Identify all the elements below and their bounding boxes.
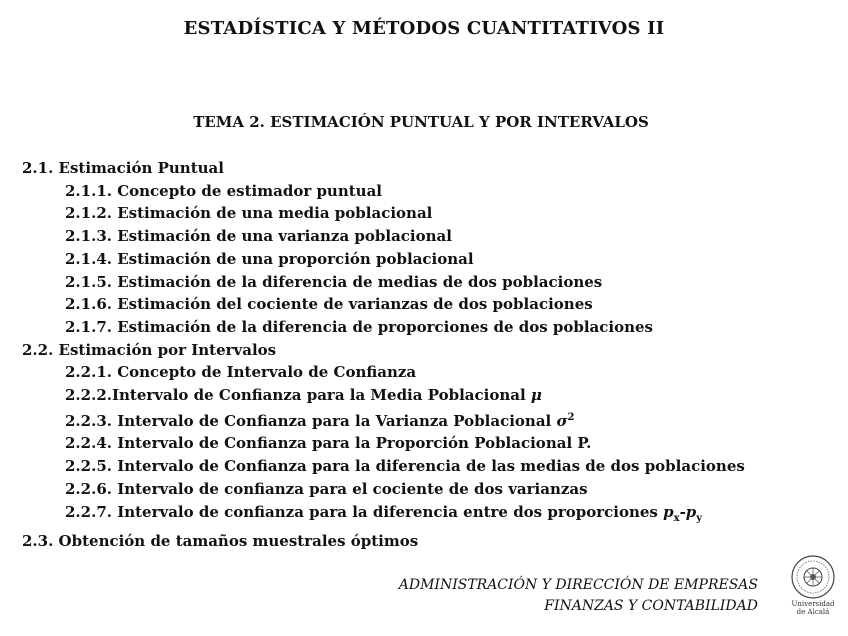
- math-symbol: μ: [530, 386, 542, 405]
- toc-item-text: 2.1.5. Estimación de la diferencia de medias de dos poblaciones: [65, 272, 603, 291]
- toc-section: [22, 530, 832, 553]
- toc-subsection: [22, 501, 832, 531]
- toc-item-text: 2.2.7. Intervalo de confianza para la diferencia entre dos proporciones: [65, 502, 664, 521]
- university-name: [786, 600, 840, 616]
- footer-degree-names: [399, 575, 758, 617]
- toc-item-text: 2.1.3. Estimación de una varianza poblacional: [65, 227, 452, 246]
- toc-item-text: 2.2. Estimación por Intervalos: [22, 340, 277, 359]
- toc-subsection: [22, 361, 832, 384]
- toc-subsection: [22, 478, 832, 501]
- toc-subsection: [22, 180, 832, 203]
- toc-item-text: 2.1.2. Estimación de una media poblacional: [65, 204, 433, 223]
- toc-section: [22, 157, 832, 180]
- university-name-line-1: Universidad: [791, 600, 835, 608]
- toc-item-text: 2.2.1. Concepto de Intervalo de Confianza: [65, 363, 417, 382]
- toc-item-text: 2.3. Obtención de tamaños muestrales óptimos: [22, 532, 419, 551]
- toc-subsection: [22, 225, 832, 248]
- university-seal-icon: [790, 554, 836, 600]
- toc-item-text: 2.1.1. Concepto de estimador puntual: [65, 181, 382, 200]
- toc-item-text: 2.1.4. Estimación de una proporción poblacional: [65, 249, 474, 268]
- toc-item-text: 2.2.6. Intervalo de confianza para el cociente de dos varianzas: [65, 479, 588, 498]
- math-subscript: x: [673, 512, 680, 524]
- toc-item-text: 2.2.2.Intervalo de Confianza para la Media Poblacional: [65, 386, 531, 405]
- page-title: ESTADÍSTICA Y MÉTODOS CUANTITATIVOS II: [183, 18, 665, 39]
- topic-title: TEMA 2. ESTIMACIÓN PUNTUAL Y POR INTERVALOS: [193, 113, 649, 131]
- toc-subsection: [22, 293, 832, 316]
- toc-subsection: [22, 248, 832, 271]
- math-symbol: -p: [679, 502, 697, 521]
- toc-subsection: [22, 316, 832, 339]
- toc-item-text: 2.2.3. Intervalo de Confianza para la Varianza Poblacional: [65, 411, 557, 430]
- toc-subsection: [22, 432, 832, 455]
- university-name-line-2: de Alcalá: [796, 608, 830, 616]
- toc-item-text: 2.2.4. Intervalo de Confianza para la Proporción Poblacional P.: [65, 434, 592, 453]
- toc-subsection: [22, 271, 832, 294]
- toc-subsection: [22, 384, 832, 407]
- toc-section: [22, 339, 832, 362]
- math-superscript: 2: [567, 411, 575, 423]
- toc-subsection: [22, 407, 832, 433]
- toc-item-text: 2.1. Estimación Puntual: [22, 159, 224, 177]
- toc-item-text: 2.1.7. Estimación de la diferencia de proporciones de dos poblaciones: [65, 317, 654, 336]
- toc-subsection: [22, 202, 832, 225]
- math-symbol: p: [663, 502, 674, 521]
- footer-line-1: ADMINISTRACIÓN Y DIRECCIÓN DE EMPRESAS: [398, 577, 758, 593]
- math-subscript: y: [696, 512, 703, 524]
- math-symbol: σ: [556, 411, 568, 430]
- toc-item-text: 2.2.5. Intervalo de Confianza para la diferencia de las medias de dos poblaciones: [65, 457, 745, 476]
- table-of-contents: [22, 157, 832, 553]
- footer-line-2: FINANZAS Y CONTABILIDAD: [544, 598, 758, 614]
- toc-item-text: 2.1.6. Estimación del cociente de varianzas de dos poblaciones: [65, 295, 593, 314]
- toc-subsection: [22, 455, 832, 478]
